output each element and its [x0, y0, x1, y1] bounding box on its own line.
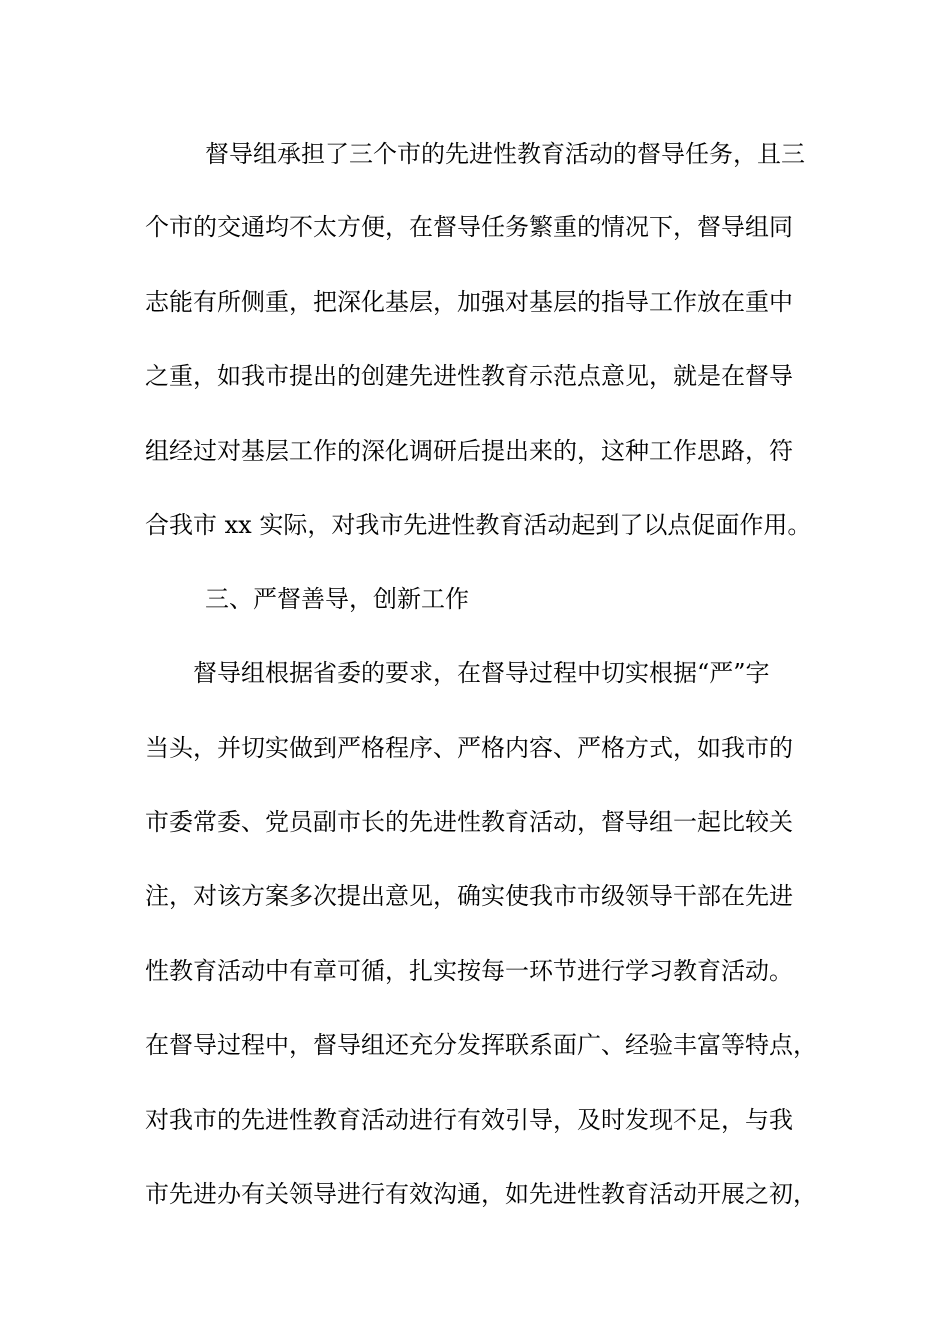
section-heading: 三、严督善导，创新工作 [205, 585, 469, 613]
paragraph-line-12: 在督导过程中，督导组还充分发挥联系面广、经验丰富等特点， [145, 1031, 817, 1059]
paragraph-line-9: 市委常委、党员副市长的先进性教育活动，督导组一起比较关 [145, 808, 793, 836]
paragraph-line-10: 注，对该方案多次提出意见，确实使我市市级领导干部在先进 [145, 882, 793, 910]
paragraph-line-4: 之重，如我市提出的创建先进性教育示范点意见，就是在督导 [145, 362, 793, 390]
paragraph-line-13: 对我市的先进性教育活动进行有效引导，及时发现不足，与我 [145, 1106, 793, 1134]
paragraph-line-3: 志能有所侧重，把深化基层，加强对基层的指导工作放在重中 [145, 288, 793, 316]
paragraph-line-8: 当头，并切实做到严格程序、严格内容、严格方式，如我市的 [145, 734, 793, 762]
paragraph-line-11: 性教育活动中有章可循，扎实按每一环节进行学习教育活动。 [145, 957, 793, 985]
paragraph-line-6: 合我市 xx 实际，对我市先进性教育活动起到了以点促面作用。 [145, 511, 812, 539]
paragraph-line-2: 个市的交通均不太方便，在督导任务繁重的情况下，督导组同 [145, 213, 793, 241]
paragraph-line-14: 市先进办有关领导进行有效沟通，如先进性教育活动开展之初， [145, 1180, 817, 1208]
paragraph-line-7: 督导组根据省委的要求，在督导过程中切实根据“严”字 [193, 659, 770, 687]
paragraph-line-1: 督导组承担了三个市的先进性教育活动的督导任务，且三 [205, 140, 805, 168]
paragraph-line-5: 组经过对基层工作的深化调研后提出来的，这种工作思路，符 [145, 437, 793, 465]
